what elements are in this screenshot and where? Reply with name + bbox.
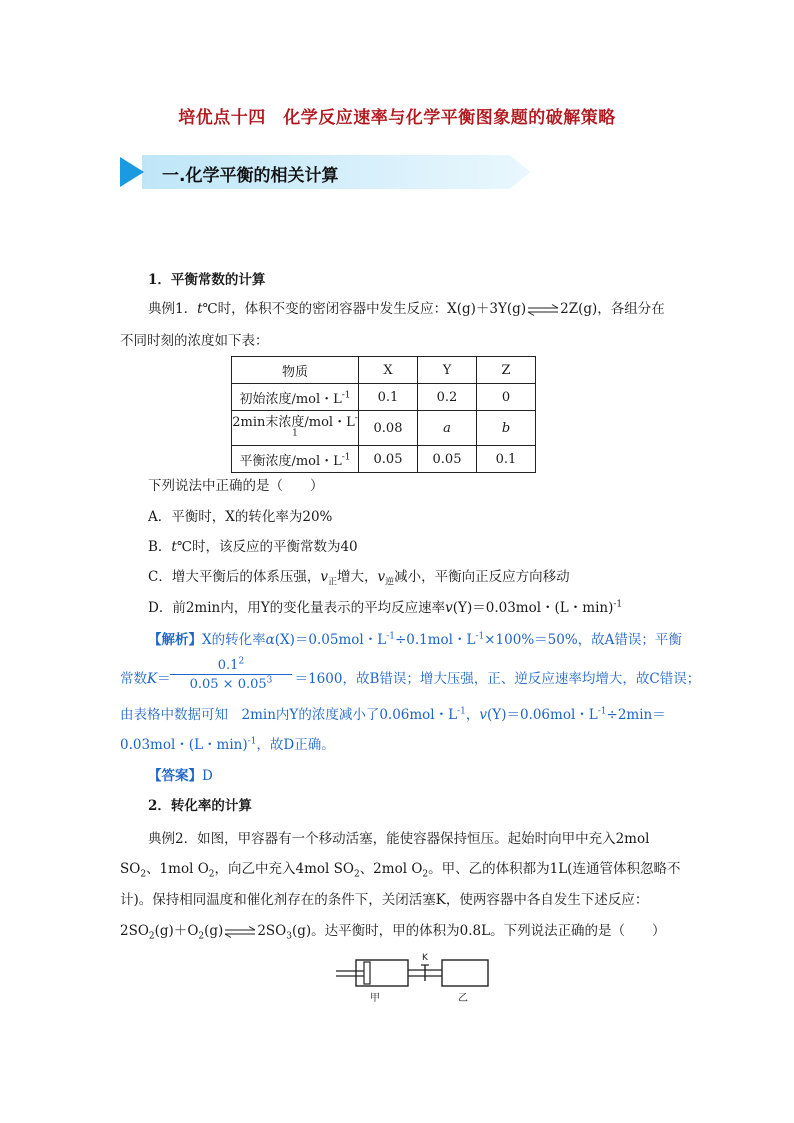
table-cell: 0.05 — [359, 446, 418, 473]
valve-label: K — [422, 953, 428, 963]
container-jia-label: 甲 — [370, 993, 380, 1004]
table-header-cell: Z — [477, 357, 536, 384]
example2-line1: 典例2．如图，甲容器有一个移动活塞，能使容器保持恒压。起始时向甲中充入2mol — [148, 831, 650, 847]
page-title: 培优点十四 化学反应速率与化学平衡图象题的破解策略 — [178, 108, 616, 128]
table-cell: b — [477, 411, 536, 446]
analysis-line2: 常数K＝ ＝1600，故B错误；增大压强，正、逆反应速率均增大，故C错误； — [120, 671, 701, 687]
option-a: A．平衡时，X的转化率为20% — [148, 509, 333, 525]
table-header-row — [232, 357, 536, 384]
option-d: D．前2min内，用Y的变化量表示的平均反应速率v(Y)＝0.03mol・(L・min)$^{-1}$ — [148, 599, 623, 616]
example1-line2: 不同时刻的浓度如下表： — [120, 333, 269, 349]
table-row — [232, 411, 536, 446]
equilibrium-arrow-icon — [526, 304, 560, 316]
table-cell: 0.1 — [477, 446, 536, 473]
analysis-line4: 0.03mol・(L・min)$^{-1}$，故D正确。 — [120, 736, 335, 753]
table-cell: a — [418, 411, 477, 446]
equilibrium-arrow-icon — [223, 926, 257, 938]
example2-line2: $SO_2$、1mol $O_2$，向乙中充入4mol $SO_2$、2mol $O_2$。甲、乙的体积都为1L(连通管体积忽略不 — [120, 861, 681, 880]
part2-heading: 2．转化率的计算 — [148, 798, 252, 814]
answer-line: 【答案】D — [148, 768, 213, 784]
table-cell: 0.05 — [418, 446, 477, 473]
apparatus-diagram — [334, 952, 494, 1004]
example1-line1: 典例1．t℃时，体积不变的密闭容器中发生反应：X(g)＋3Y(g) 2Z(g)，各组分在 — [148, 301, 665, 317]
part1-heading: 1．平衡常数的计算 — [148, 272, 266, 288]
play-arrow-icon — [120, 157, 144, 187]
table-cell: 0.2 — [418, 384, 477, 411]
table-cell: 0.08 — [359, 411, 418, 446]
table-header-cell: 物质 — [232, 357, 359, 384]
section-heading: 一.化学平衡的相关计算 — [162, 166, 339, 186]
analysis-line3: 由表格中数据可知 2min内Y的浓度减小了0.06mol・$L^{-1}$，v(Y)＝0.06mol・$L^{-1}\div 2\min=$ — [120, 706, 666, 723]
table-cell: 初始浓度/mol・$L^{-1}$ — [232, 384, 359, 411]
example2-line4: $2SO_2(g)+O_2(g)$ $2SO_3(g)$。达平衡时，甲的体积为0.8L。下列说法正确的是（ ） — [120, 923, 666, 942]
concentration-table — [231, 356, 536, 473]
analysis-line1: 【解析】X的转化率α(X)＝0.05mol・$L^{-1}\div 0.1mol$・$L^{-1}\times 100\%=50\%$，故A错误；平衡 — [148, 631, 682, 648]
table-cell: 0.1 — [359, 384, 418, 411]
example2-line3: 计)。保持相同温度和催化剂存在的条件下，关闭活塞K，使两容器中各自发生下述反应： — [120, 892, 649, 908]
equilibrium-constant-fraction: $\frac{0.1^2}{0.05 \times 0.05^3}$ — [170, 658, 292, 692]
option-c: C．增大平衡后的体系压强，$v_正$增大，$v_逆$减小，平衡向正反应方向移动 — [148, 569, 570, 588]
table-header-cell: Y — [418, 357, 477, 384]
table-cell: 2min末浓度/mol・$L^{-1}$ — [232, 411, 359, 446]
question-stem: 下列说法中正确的是（ ） — [148, 478, 324, 494]
table-row — [232, 384, 536, 411]
table-row — [232, 446, 536, 473]
option-b: B．t℃时，该反应的平衡常数为40 — [148, 539, 358, 555]
table-header-cell: X — [359, 357, 418, 384]
container-yi-label: 乙 — [458, 993, 468, 1004]
table-cell: 平衡浓度/mol・$L^{-1}$ — [232, 446, 359, 473]
table-cell: 0 — [477, 384, 536, 411]
